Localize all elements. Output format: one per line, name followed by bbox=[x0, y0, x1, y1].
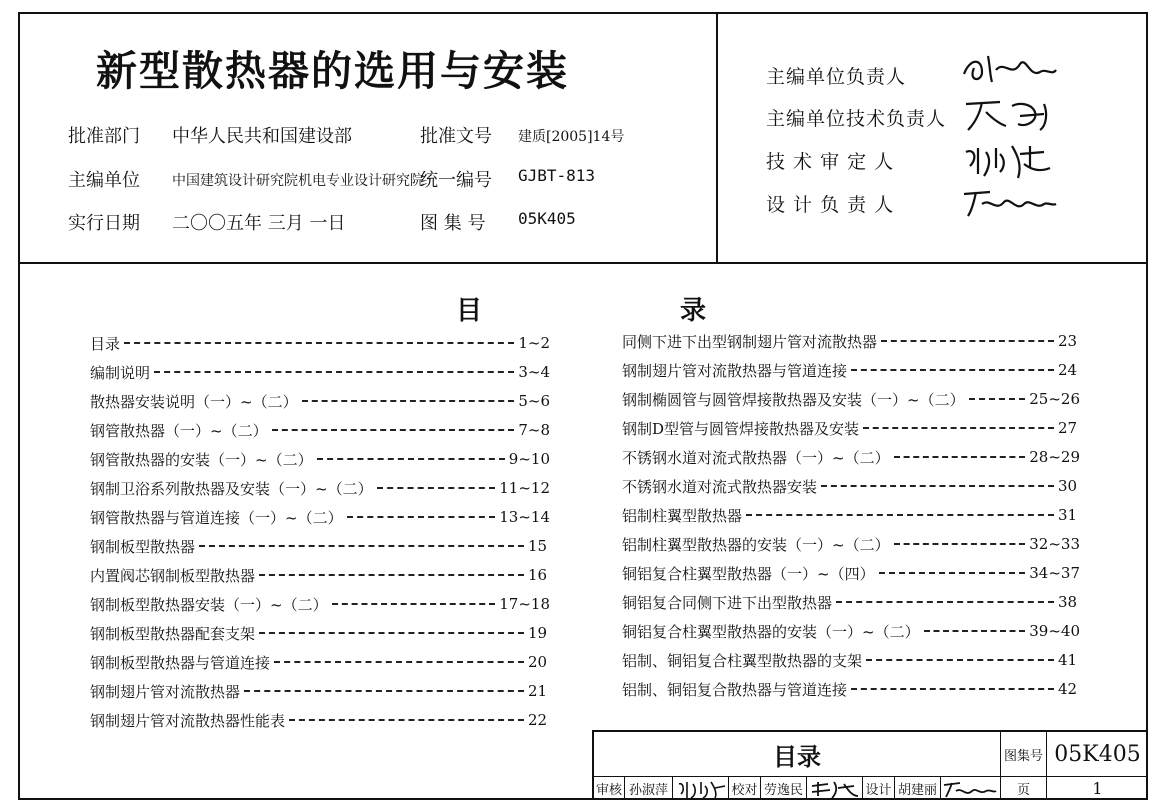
header-divider bbox=[18, 262, 1148, 264]
toc-entry-page: 7~8 bbox=[518, 421, 550, 439]
toc-entry bbox=[622, 358, 1080, 382]
toc-entry bbox=[90, 418, 550, 442]
approval-dept-value: 中华人民共和国建设部 bbox=[172, 126, 352, 147]
toc-leader-line bbox=[851, 688, 1054, 690]
toc-entry bbox=[622, 503, 1080, 527]
technical-approver-label: 技 术 审 定 人 bbox=[766, 151, 895, 173]
toc-entry bbox=[622, 648, 1080, 672]
toc-leader-line bbox=[881, 340, 1054, 342]
design-name: 胡建丽 bbox=[897, 783, 937, 798]
toc-leader-line bbox=[821, 485, 1054, 487]
toc-entry bbox=[622, 619, 1080, 643]
toc-heading-left: 目 bbox=[456, 296, 483, 326]
toc-entry bbox=[622, 561, 1080, 585]
toc-entry-page: 30 bbox=[1058, 477, 1078, 495]
toc-entry-page: 31 bbox=[1058, 506, 1078, 524]
toc-leader-line bbox=[863, 427, 1054, 429]
signature-icon bbox=[960, 186, 1060, 218]
chief-unit-head-label: 主编单位负责人 bbox=[766, 66, 907, 88]
atlas-title: 新型散热器的选用与安装 bbox=[96, 47, 569, 95]
toc-entry-page: 28~29 bbox=[1029, 448, 1080, 466]
toc-entry-title: 钢制D型管与圆管焊接散热器及安装 bbox=[622, 419, 860, 438]
toc-leader-line bbox=[154, 371, 514, 373]
toc-entry-title: 铜铝复合同侧下进下出型散热器 bbox=[622, 593, 833, 612]
toc-entry-page: 42 bbox=[1058, 680, 1078, 698]
toc-entry-title: 铜铝复合柱翼型散热器（一）~（四） bbox=[622, 564, 875, 583]
toc-entry-page: 15 bbox=[528, 537, 548, 555]
toc-entry-title: 铜铝复合柱翼型散热器的安装（一）~（二） bbox=[622, 622, 920, 641]
toc-entry-page: 38 bbox=[1058, 593, 1078, 611]
toc-leader-line bbox=[259, 574, 524, 576]
toc-entry-page: 41 bbox=[1058, 651, 1078, 669]
toc-entry-page: 5~6 bbox=[518, 392, 550, 410]
toc-entry bbox=[90, 708, 550, 732]
toc-entry-title: 散热器安装说明（一）~（二） bbox=[90, 392, 298, 411]
chief-unit-tech-head-label: 主编单位技术负责人 bbox=[766, 108, 947, 130]
chief-unit-label: 主编单位 bbox=[68, 170, 140, 191]
toc-entry-title: 钢制板型散热器安装（一）~（二） bbox=[90, 595, 328, 614]
toc-entry-title: 钢管散热器（一）~（二） bbox=[90, 421, 268, 440]
toc-leader-line bbox=[746, 514, 1054, 516]
toc-entry-title: 钢制翅片管对流散热器 bbox=[90, 682, 241, 701]
toc-entry-title: 钢管散热器的安装（一）~（二） bbox=[90, 450, 313, 469]
page-value: 1 bbox=[1092, 779, 1103, 798]
chief-unit-value: 中国建筑设计研究院机电专业设计研究院 bbox=[172, 173, 424, 189]
toc-leader-line bbox=[199, 545, 524, 547]
page-label: 页 bbox=[1016, 783, 1030, 798]
toc-entry-page: 13~14 bbox=[499, 508, 550, 526]
approval-doc-value: 建质[2005]14号 bbox=[518, 129, 625, 145]
toc-entry bbox=[90, 360, 550, 384]
toc-leader-line bbox=[969, 398, 1026, 400]
toc-entry-title: 编制说明 bbox=[90, 363, 151, 382]
toc-leader-line bbox=[274, 661, 524, 663]
toc-entry-title: 铝制柱翼型散热器的安装（一）~（二） bbox=[622, 535, 890, 554]
tb-sep bbox=[672, 777, 673, 800]
toc-entry-title: 铝制、铜铝复合柱翼型散热器的支架 bbox=[622, 651, 863, 670]
toc-entry-title: 钢制翅片管对流散热器性能表 bbox=[90, 711, 286, 730]
toc-leader-line bbox=[924, 630, 1026, 632]
toc-entry-title: 钢制卫浴系列散热器及安装（一）~（二） bbox=[90, 479, 373, 498]
toc-entry-page: 3~4 bbox=[518, 363, 550, 381]
design-lead-label: 设 计 负 责 人 bbox=[766, 194, 895, 216]
reviewer-signature-icon bbox=[675, 778, 727, 800]
toc-entry bbox=[90, 679, 550, 703]
toc-entry-page: 20 bbox=[528, 653, 548, 671]
toc-entry-page: 17~18 bbox=[499, 595, 550, 613]
toc-entry-title: 钢制板型散热器 bbox=[90, 537, 196, 556]
toc-entry bbox=[622, 416, 1080, 440]
toc-leader-line bbox=[244, 690, 524, 692]
toc-leader-line bbox=[894, 543, 1026, 545]
toc-leader-line bbox=[332, 603, 496, 605]
toc-entry-title: 目录 bbox=[90, 334, 121, 353]
toc-entry bbox=[90, 650, 550, 674]
header-vertical-divider bbox=[716, 12, 718, 263]
unified-no-value: GJBT-813 bbox=[518, 166, 596, 185]
checker-signature-icon bbox=[808, 778, 862, 800]
toc-leader-line bbox=[317, 458, 505, 460]
toc-leader-line bbox=[851, 369, 1054, 371]
signature-icon bbox=[960, 48, 1060, 88]
check-name: 劳逸民 bbox=[763, 783, 803, 798]
atlas-no-label-small: 图集号 bbox=[1003, 748, 1043, 764]
toc-entry-page: 11~12 bbox=[499, 479, 550, 497]
toc-entry bbox=[622, 590, 1080, 614]
toc-entry-title: 同侧下进下出型钢制翅片管对流散热器 bbox=[622, 332, 878, 351]
toc-leader-line bbox=[272, 429, 515, 431]
toc-entry bbox=[90, 621, 550, 645]
toc-entry bbox=[622, 532, 1080, 556]
toc-leader-line bbox=[302, 400, 515, 402]
toc-entry-title: 钢制板型散热器配套支架 bbox=[90, 624, 256, 643]
unified-no-label: 统一编号 bbox=[420, 170, 492, 191]
toc-entry-page: 27 bbox=[1058, 419, 1078, 437]
review-name: 孙淑萍 bbox=[628, 783, 668, 798]
toc-entry-page: 19 bbox=[528, 624, 548, 642]
toc-leader-line bbox=[347, 516, 496, 518]
toc-entry bbox=[622, 329, 1080, 353]
toc-entry-title: 钢制椭圆管与圆管焊接散热器及安装（一）~（二） bbox=[622, 390, 965, 409]
atlas-no-label: 图 集 号 bbox=[420, 213, 486, 234]
toc-entry-title: 钢制翅片管对流散热器与管道连接 bbox=[622, 361, 848, 380]
check-label: 校对 bbox=[731, 783, 758, 798]
approval-doc-label: 批准文号 bbox=[420, 126, 492, 147]
toc-entry bbox=[90, 534, 550, 558]
toc-entry-page: 22 bbox=[528, 711, 548, 729]
toc-entry-page: 24 bbox=[1058, 361, 1078, 379]
toc-entry-page: 23 bbox=[1058, 332, 1078, 350]
atlas-no-value-large: 05K405 bbox=[1054, 741, 1141, 767]
toc-entry bbox=[90, 331, 550, 355]
signature-icon bbox=[960, 138, 1060, 184]
toc-entry-page: 21 bbox=[528, 682, 548, 700]
toc-entry-title: 钢制板型散热器与管道连接 bbox=[90, 653, 271, 672]
approval-dept-label: 批准部门 bbox=[68, 126, 140, 147]
toc-entry-page: 32~33 bbox=[1029, 535, 1080, 553]
toc-entry bbox=[622, 387, 1080, 411]
toc-entry bbox=[90, 505, 550, 529]
toc-entry-title: 铝制、铜铝复合散热器与管道连接 bbox=[622, 680, 848, 699]
design-label: 设计 bbox=[865, 783, 892, 798]
effective-date-label: 实行日期 bbox=[68, 213, 140, 234]
signature-icon bbox=[960, 94, 1060, 134]
toc-entry bbox=[622, 445, 1080, 469]
tb-sep bbox=[806, 777, 807, 800]
toc-entry bbox=[90, 447, 550, 471]
toc-entry-title: 铝制柱翼型散热器 bbox=[622, 506, 743, 525]
toc-heading-right: 录 bbox=[680, 296, 707, 326]
toc-leader-line bbox=[377, 487, 496, 489]
toc-leader-line bbox=[894, 456, 1026, 458]
toc-entry-page: 9~10 bbox=[508, 450, 550, 468]
toc-entry bbox=[90, 389, 550, 413]
toc-entry-page: 16 bbox=[528, 566, 548, 584]
tb-sep bbox=[940, 777, 941, 800]
toc-entry-page: 39~40 bbox=[1029, 622, 1080, 640]
toc-entry bbox=[622, 677, 1080, 701]
designer-signature-icon bbox=[942, 779, 998, 799]
toc-entry bbox=[90, 563, 550, 587]
toc-entry bbox=[90, 592, 550, 616]
toc-entry bbox=[622, 474, 1080, 498]
toc-leader-line bbox=[289, 719, 524, 721]
effective-date-value: 二〇〇五年 三月 一日 bbox=[172, 213, 346, 234]
toc-leader-line bbox=[866, 659, 1054, 661]
toc-entry-title: 不锈钢水道对流式散热器安装 bbox=[622, 477, 818, 496]
sheet-title: 目录 bbox=[773, 741, 821, 771]
toc-entry-page: 34~37 bbox=[1029, 564, 1080, 582]
toc-entry-page: 25~26 bbox=[1029, 390, 1080, 408]
toc-entry-title: 内置阀芯钢制板型散热器 bbox=[90, 566, 256, 585]
toc-leader-line bbox=[124, 342, 514, 344]
atlas-no-value: 05K405 bbox=[518, 209, 576, 228]
toc-entry-title: 不锈钢水道对流式散热器（一）~（二） bbox=[622, 448, 890, 467]
toc-leader-line bbox=[879, 572, 1026, 574]
review-label: 审核 bbox=[595, 783, 622, 798]
toc-entry bbox=[90, 476, 550, 500]
toc-entry-title: 钢管散热器与管道连接（一）~（二） bbox=[90, 508, 343, 527]
toc-leader-line bbox=[836, 601, 1054, 603]
toc-entry-page: 1~2 bbox=[518, 334, 550, 352]
toc-leader-line bbox=[259, 632, 524, 634]
